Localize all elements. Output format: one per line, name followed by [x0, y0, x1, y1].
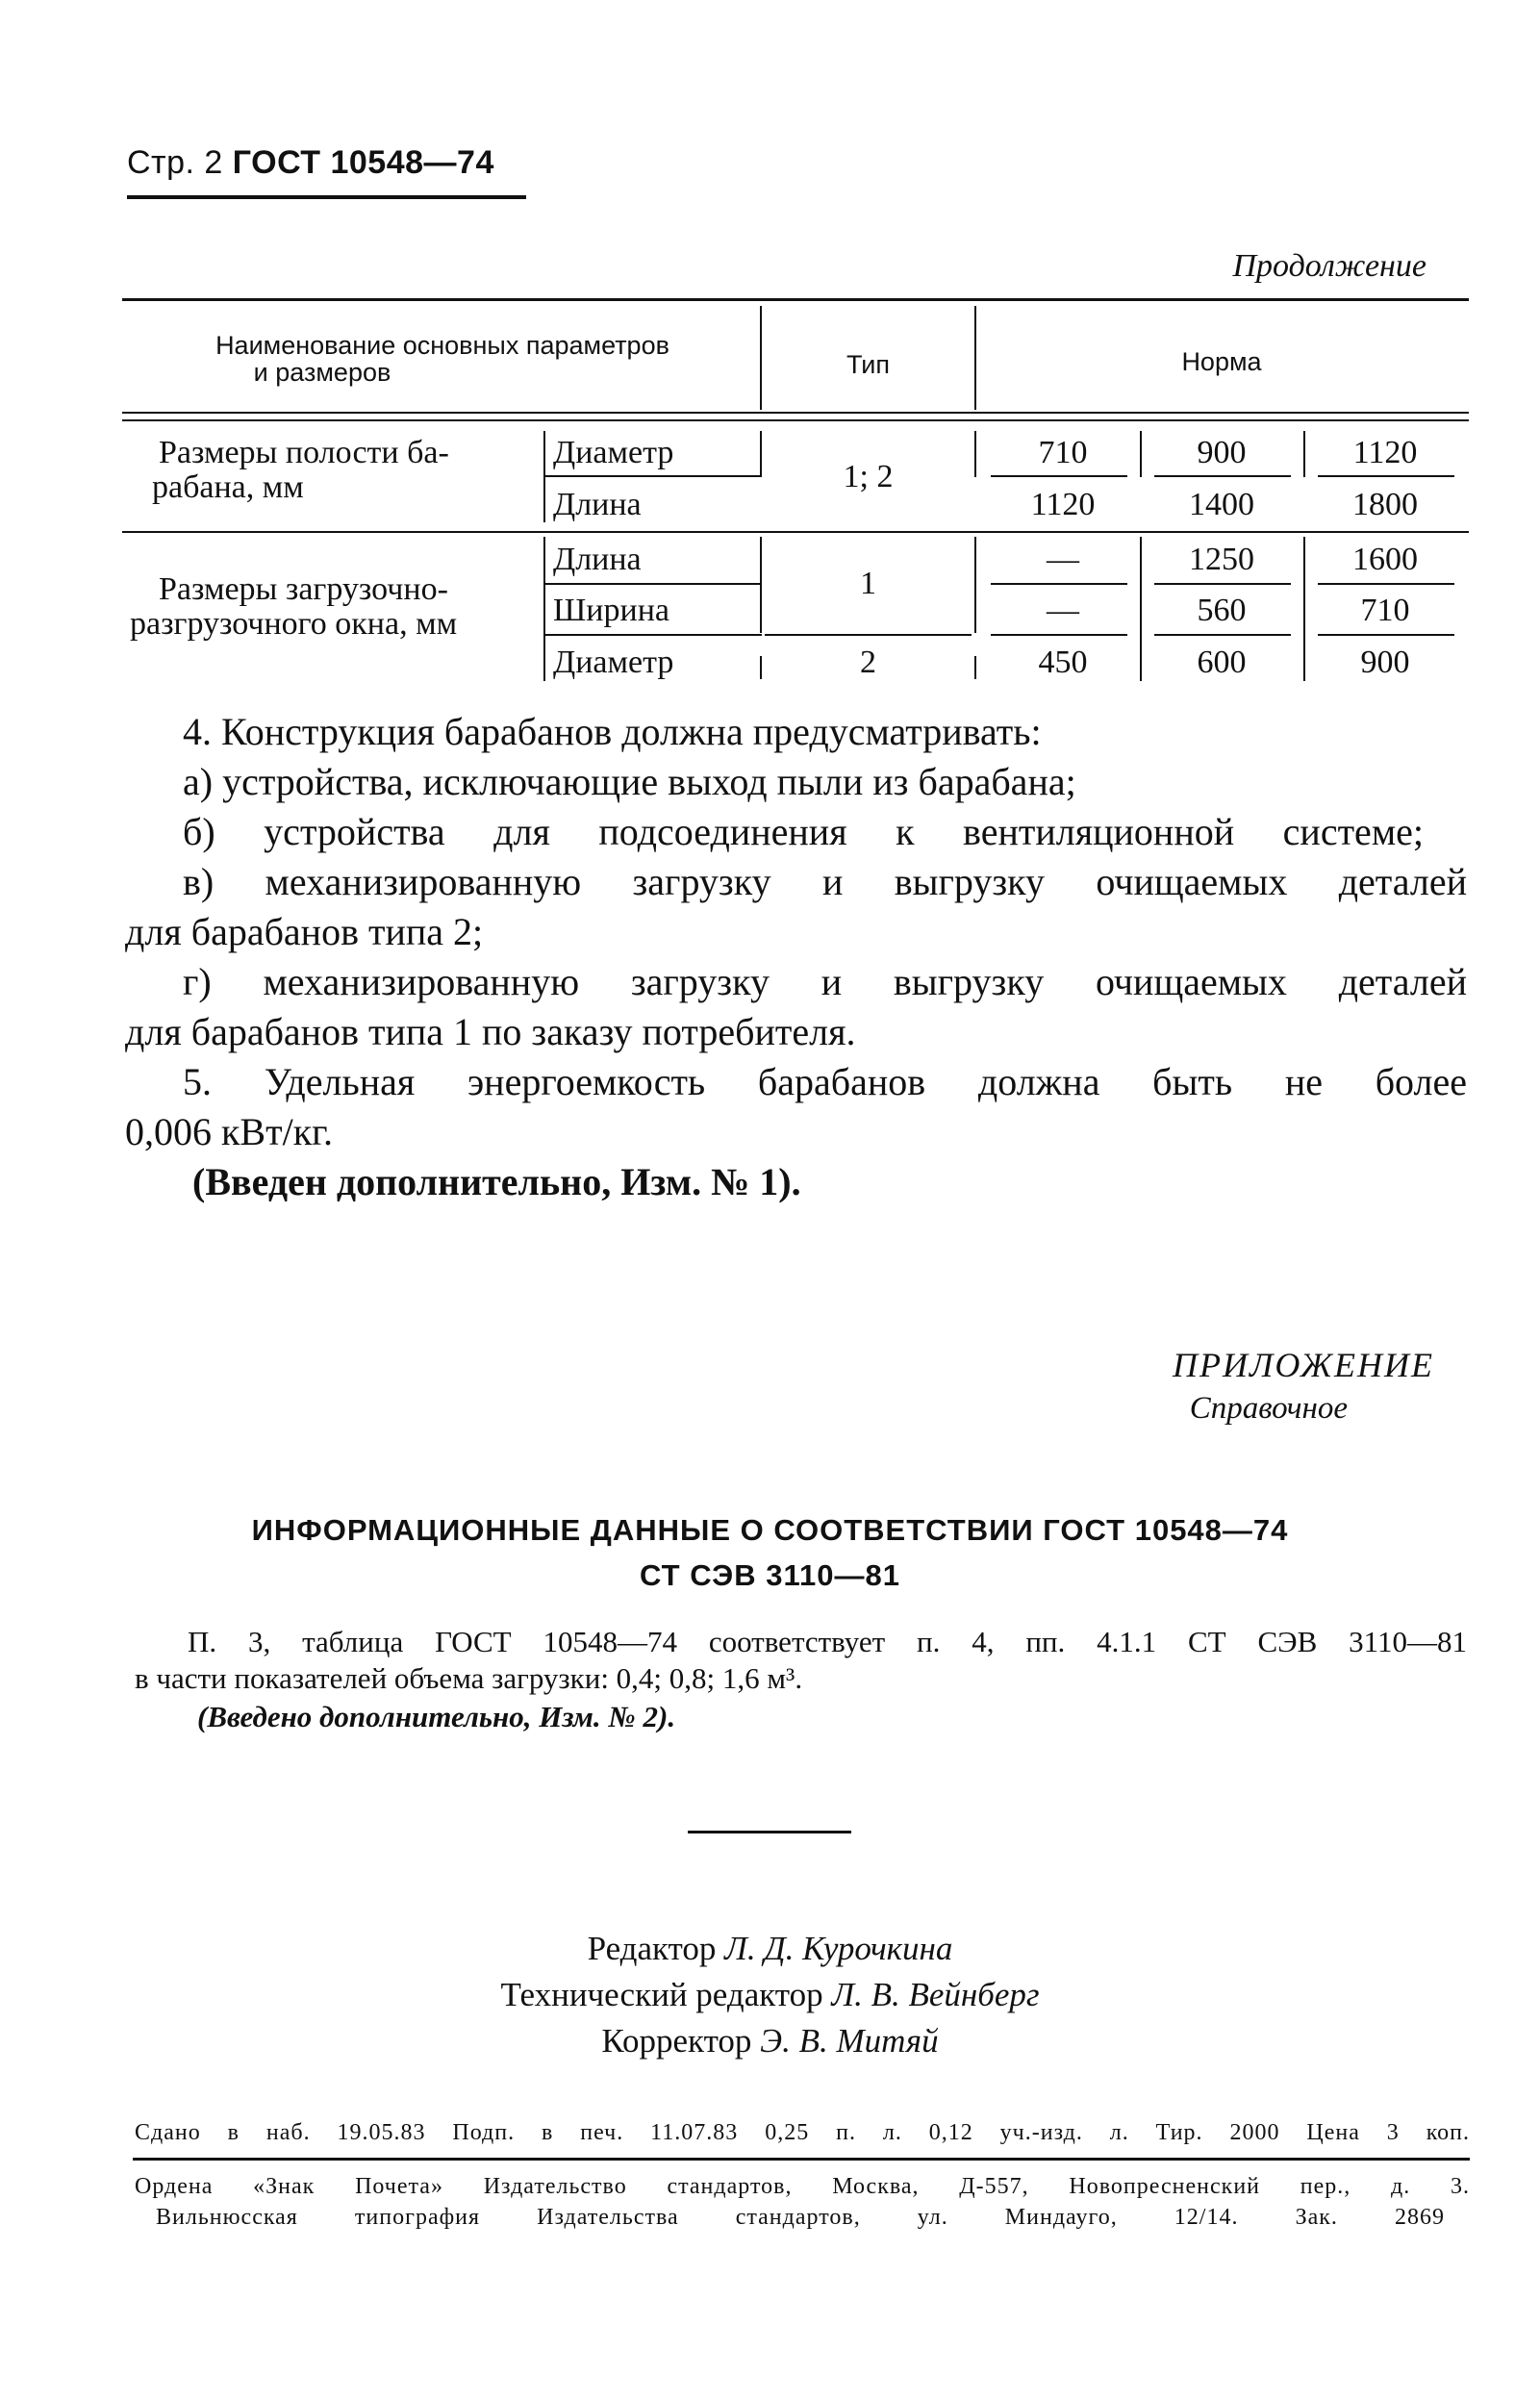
- param-length: Длина: [553, 487, 642, 522]
- imprint-line-1: Сдано в наб. 19.05.83 Подп. в печ. 11.07.83 0,25 п. л. 0,12 уч.-изд. л. Тир. 2000 Цена 3 коп.: [135, 2120, 1470, 2145]
- value-rule: [1318, 583, 1454, 585]
- appendix-title-2: СТ СЭВ 3110—81: [640, 1558, 900, 1592]
- header-rule: [127, 195, 526, 199]
- imprint-line-3: Вильнюсская типография Издательства стандартов, ул. Миндауго, 12/14. Зак. 2869: [156, 2205, 1445, 2230]
- value-rule: [1154, 475, 1291, 477]
- item-v-1: в) механизированную загрузку и выгрузку очищаемых деталей: [183, 860, 1467, 903]
- amendment-1: (Введен дополнительно, Изм. № 1).: [192, 1160, 801, 1203]
- param-divider: [543, 537, 545, 681]
- cell-divider: [1303, 537, 1305, 681]
- credit-corrector: Корректор Э. В. Митяй: [601, 2022, 939, 2060]
- group1-label-2: рабана, мм: [152, 469, 304, 505]
- row-rule: [545, 583, 762, 585]
- header-divider: [760, 306, 762, 410]
- group1-label-1: Размеры полости ба-: [159, 435, 449, 470]
- group2-label-1: Размеры загрузочно-: [159, 571, 448, 607]
- item-v-2: для барабанов типа 2;: [125, 910, 484, 953]
- value: 450: [1038, 645, 1088, 680]
- row-rule: [545, 475, 762, 477]
- value: 1120: [1030, 487, 1096, 522]
- value: 1120: [1352, 435, 1418, 470]
- amendment-2: (Введено дополнительно, Изм. № 2).: [197, 1700, 676, 1733]
- credit-editor: Редактор Л. Д. Курочкина: [587, 1930, 953, 1967]
- appendix-text-2: в части показателей объема загрузки: 0,4; 0,8; 1,6 м³.: [135, 1661, 803, 1695]
- group2-type-a: 1: [860, 566, 876, 601]
- param-diameter: Диаметр: [553, 645, 674, 680]
- appendix-text-1: П. 3, таблица ГОСТ 10548—74 соответствует п. 4, пп. 4.1.1 СТ СЭВ 3110—81: [188, 1625, 1467, 1658]
- table-top-rule: [122, 298, 1469, 301]
- row-rule: [545, 634, 762, 636]
- standard-number: ГОСТ 10548—74: [232, 144, 494, 181]
- header-name: Наименование основных параметров и размеров: [215, 331, 669, 387]
- table-header-rule: [122, 412, 1469, 414]
- value-rule: [991, 475, 1127, 477]
- value: 1250: [1189, 542, 1254, 577]
- cell-divider: [1303, 431, 1305, 477]
- header-norm: Норма: [1181, 347, 1262, 376]
- row-rule: [765, 634, 972, 636]
- value-rule: [1154, 583, 1291, 585]
- group2-label-2: разгрузочного окна, мм: [130, 606, 458, 642]
- value: 600: [1197, 645, 1247, 680]
- item-g-1: г) механизированную загрузку и выгрузку очищаемых деталей: [183, 960, 1467, 1003]
- page-header: [127, 144, 494, 182]
- appendix-label: ПРИЛОЖЕНИЕ: [1173, 1346, 1434, 1384]
- value: —: [1047, 542, 1079, 577]
- item-g-2: для барабанов типа 1 по заказу потребителя.: [125, 1010, 856, 1053]
- separator: [688, 1831, 851, 1833]
- value: —: [1047, 593, 1079, 628]
- value-rule: [1154, 634, 1291, 636]
- value: 1400: [1189, 487, 1254, 522]
- value: 900: [1360, 645, 1410, 680]
- value-rule: [1318, 634, 1454, 636]
- table-header-rule-2: [122, 419, 1469, 421]
- value: 1600: [1352, 542, 1418, 577]
- imprint-rule: [133, 2158, 1470, 2161]
- appendix-sub: Справочное: [1189, 1391, 1348, 1426]
- continuation-label: Продолжение: [1232, 248, 1426, 284]
- group2-type-b: 2: [860, 645, 876, 680]
- group-rule: [122, 531, 1469, 533]
- value: 1800: [1352, 487, 1418, 522]
- credit-tech-editor: Технический редактор Л. В. Вейнберг: [500, 1976, 1040, 2013]
- header-type: Тип: [846, 350, 890, 379]
- value: 560: [1197, 593, 1247, 628]
- item-a: а) устройства, исключающие выход пыли из барабана;: [183, 760, 1076, 803]
- value: 710: [1038, 435, 1088, 470]
- paragraph-4: 4. Конструкция барабанов должна предусматривать:: [183, 710, 1042, 753]
- value-rule: [991, 583, 1127, 585]
- paragraph-5-cont: 0,006 кВт/кг.: [125, 1110, 334, 1153]
- group1-type: 1; 2: [843, 459, 894, 494]
- item-b: б) устройства для подсоединения к вентиляционной системе;: [183, 810, 1424, 853]
- param-width: Ширина: [553, 593, 669, 628]
- cell-divider: [974, 431, 976, 477]
- value-rule: [991, 634, 1127, 636]
- page-number: Стр. 2: [127, 144, 223, 181]
- cell-divider: [1140, 431, 1142, 477]
- param-diameter: Диаметр: [553, 435, 674, 470]
- appendix-title-1: ИНФОРМАЦИОННЫЕ ДАННЫЕ О СООТВЕТСТВИИ ГОСТ 10548—74: [251, 1513, 1289, 1547]
- imprint-line-2: Ордена «Знак Почета» Издательство стандартов, Москва, Д-557, Новопресненский пер., д. 3.: [135, 2174, 1470, 2199]
- param-length: Длина: [553, 542, 642, 577]
- value-rule: [1318, 475, 1454, 477]
- value: 900: [1197, 435, 1247, 470]
- value: 710: [1360, 593, 1410, 628]
- cell-divider: [974, 537, 976, 633]
- cell-divider: [1140, 537, 1142, 681]
- paragraph-5: 5. Удельная энергоемкость барабанов должна быть не более: [183, 1060, 1467, 1103]
- cell-divider: [974, 656, 976, 679]
